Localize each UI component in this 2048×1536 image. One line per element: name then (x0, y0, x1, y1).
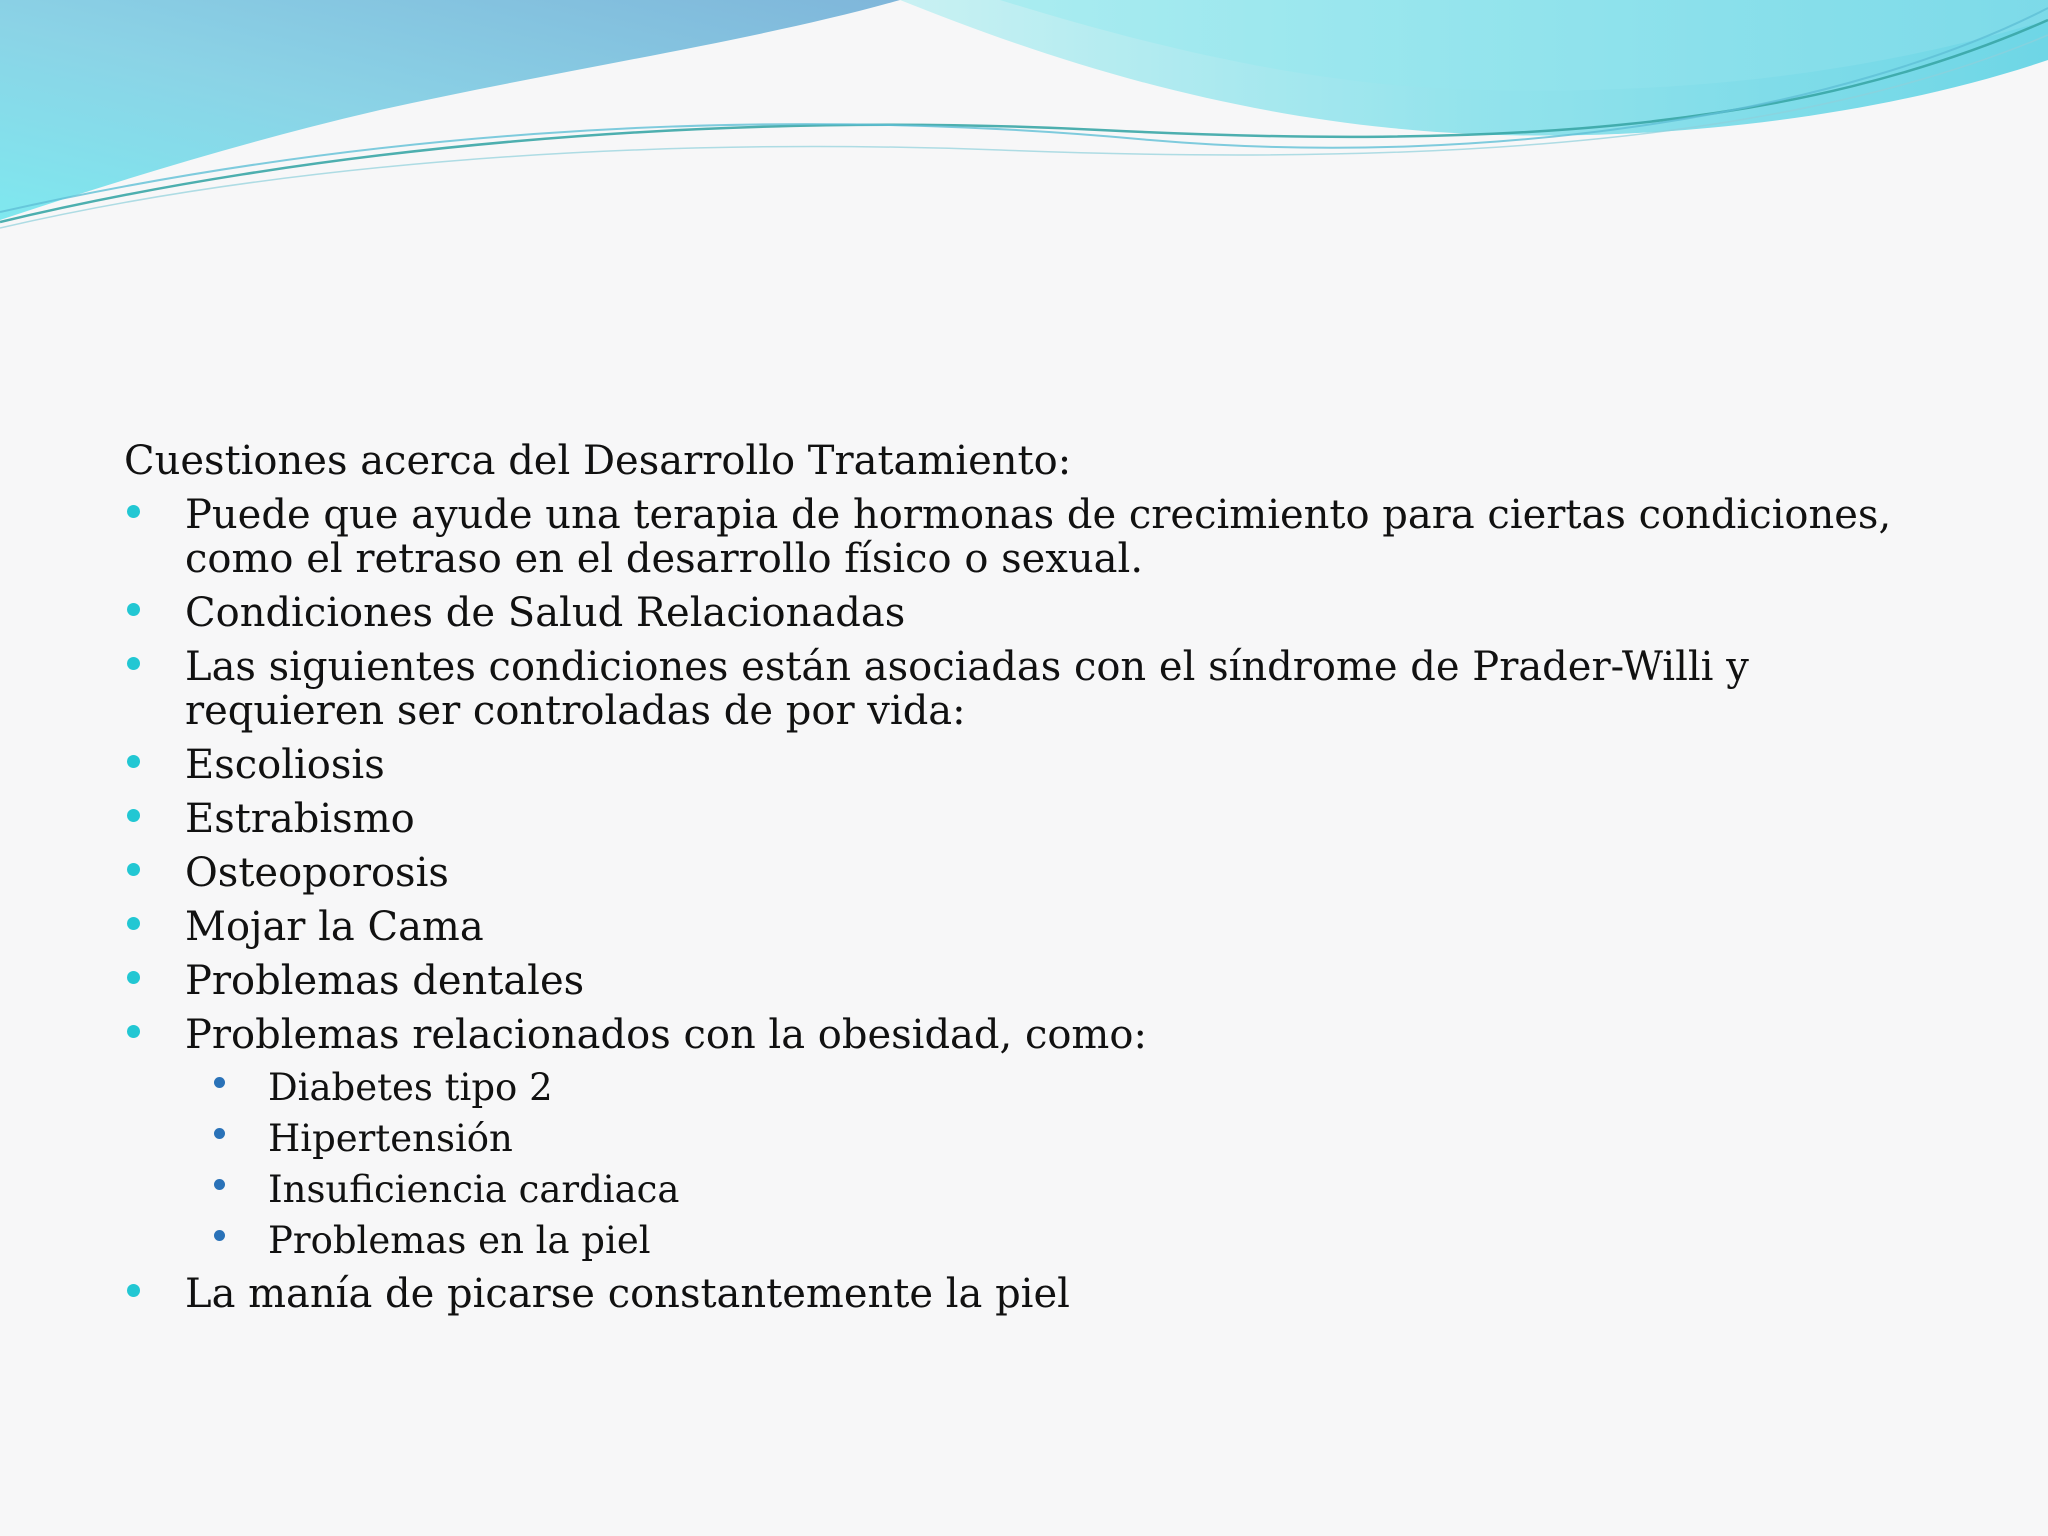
bullet-dot-icon (127, 917, 140, 930)
bullet-dot-icon (127, 755, 140, 768)
list-item-text: Estrabismo (185, 796, 415, 842)
list-item (124, 1013, 1944, 1262)
sub-bullet-dot-icon (214, 1128, 225, 1139)
list-item-text: Mojar la Cama (185, 904, 484, 950)
list-item-text: Condiciones de Salud Relacionadas (185, 590, 906, 636)
list-item-text: Osteoporosis (185, 850, 449, 896)
list-item-text: Puede que ayude una terapia de hormonas de crecimiento para ciertas condiciones, como el retraso en el desarrollo físico o sexual. (185, 492, 1892, 582)
bullet-dot-icon (127, 1025, 140, 1038)
list-item (124, 743, 1944, 787)
sub-list-item (124, 1169, 1944, 1211)
sub-list-item (124, 1118, 1944, 1160)
list-item (124, 493, 1944, 581)
list-item-text: Escoliosis (185, 742, 385, 788)
list-item (124, 959, 1944, 1003)
wave-header-decoration (0, 0, 2048, 240)
sub-list-item-text: Problemas en la piel (268, 1219, 651, 1262)
list-item (124, 591, 1944, 635)
sub-list-item-text: Insuficiencia cardiaca (268, 1168, 680, 1211)
bullet-dot-icon (127, 505, 140, 518)
bullet-dot-icon (127, 971, 140, 984)
list-item-text: La manía de picarse constantemente la piel (185, 1271, 1070, 1317)
sub-bullet-dot-icon (214, 1077, 225, 1088)
sub-bullet-dot-icon (214, 1230, 225, 1241)
list-item (124, 851, 1944, 895)
list-item-text: Las siguientes condiciones están asociadas con el síndrome de Prader-Willi y requieren ser controladas de por vida: (185, 644, 1749, 734)
slide-content (124, 437, 1944, 1326)
list-item (124, 1272, 1944, 1316)
list-item (124, 905, 1944, 949)
sub-list-item (124, 1220, 1944, 1262)
bullet-list (124, 493, 1944, 1316)
list-item (124, 645, 1944, 733)
sub-bullet-dot-icon (214, 1179, 225, 1190)
bullet-dot-icon (127, 603, 140, 616)
sub-list-item (124, 1067, 1944, 1109)
bullet-dot-icon (127, 657, 140, 670)
bullet-dot-icon (127, 863, 140, 876)
list-item-text: Problemas relacionados con la obesidad, como: (185, 1012, 1147, 1058)
sub-list-item-text: Diabetes tipo 2 (268, 1066, 553, 1109)
sub-list-item-text: Hipertensión (268, 1117, 513, 1160)
list-item-text: Problemas dentales (185, 958, 585, 1004)
list-item (124, 797, 1944, 841)
bullet-dot-icon (127, 809, 140, 822)
intro-text: Cuestiones acerca del Desarrollo Tratamiento: (124, 438, 1072, 484)
sub-bullet-list (185, 1067, 1944, 1262)
bullet-dot-icon (127, 1284, 140, 1297)
